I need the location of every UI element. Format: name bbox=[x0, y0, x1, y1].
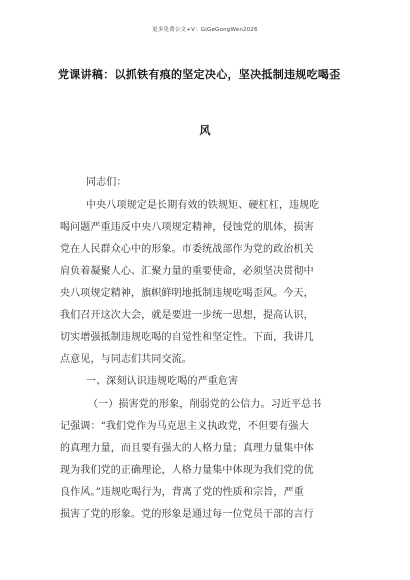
paragraph-line: 的真理力量，而且要有强大的人格力量；真理力量集中体 bbox=[60, 443, 314, 454]
paragraph-line: 党在人民群众心中的形象。市委统战部作为党的政治机关 bbox=[60, 244, 314, 255]
document-title: 党课讲稿：以抓铁有痕的坚定决心，坚决抵制违规吃喝歪 bbox=[58, 68, 341, 81]
paragraph-line: 肩负着凝聚人心、汇聚力量的重要使命，必须坚决贯彻中 bbox=[60, 266, 314, 277]
paragraph-line: 喝问题严重违反中央八项规定精神，侵蚀党的肌体，损害 bbox=[60, 222, 314, 233]
paragraph-line: 中央八项规定是长期有效的铁规矩、硬杠杠，违规吃 bbox=[86, 200, 320, 211]
paragraph-line: 现为我们党的正确理论，人格力量集中体现为我们党的优 bbox=[60, 465, 314, 476]
paragraph-line: 切实增强抵制违规吃喝的自觉性和坚定性。下面，我讲几 bbox=[60, 332, 314, 343]
paragraph-line: 点意见，与同志们共同交流。 bbox=[60, 354, 192, 365]
paragraph-line: 央八项规定精神，旗帜鲜明地抵制违规吃喝歪风。今天， bbox=[60, 288, 314, 299]
section-heading: 一、深刻认识违规吃喝的严重危害 bbox=[86, 376, 239, 387]
paragraph-line: 记强调：“我们党作为马克思主义执政党，不但要有强大 bbox=[60, 421, 309, 432]
paragraph-line: 损害了党的形象。党的形象是通过每一位党员干部的言行 bbox=[60, 509, 314, 520]
document-title-continuation: 风 bbox=[199, 124, 211, 137]
paragraph-line: 良作风。”违规吃喝行为，背离了党的性质和宗旨，严重 bbox=[60, 487, 304, 498]
paragraph-line: （一）损害党的形象，削弱党的公信力。习近平总书 bbox=[88, 399, 322, 410]
greeting: 同志们： bbox=[86, 177, 127, 188]
watermark-text: 更多免费公文+V：GiGeGongWen2026 bbox=[152, 27, 258, 33]
paragraph-line: 我们召开这次大会，就是要进一步统一思想，提高认识， bbox=[60, 310, 314, 321]
